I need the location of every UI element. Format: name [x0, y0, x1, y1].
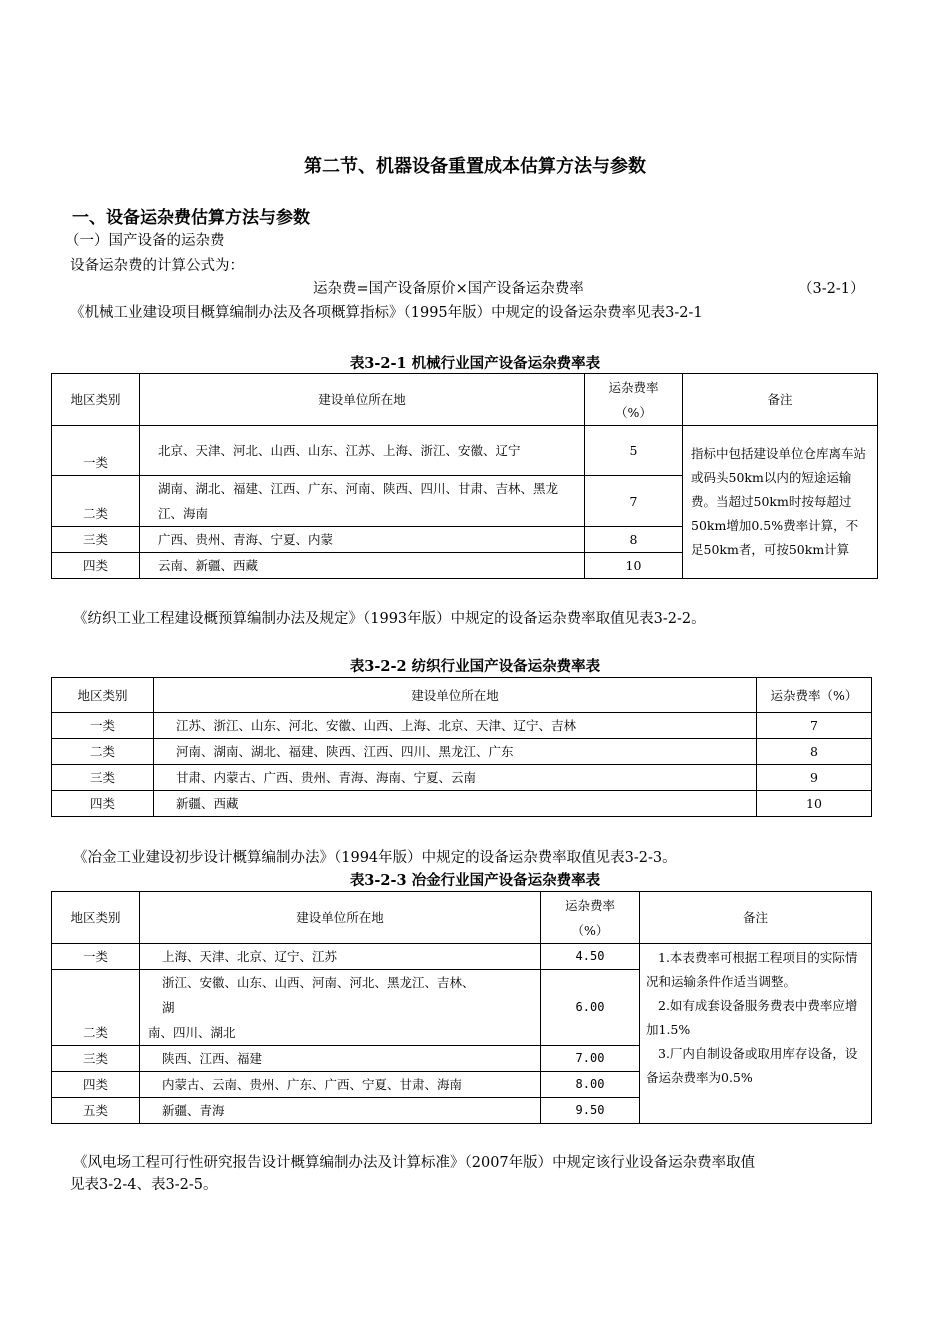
table3: [51, 891, 872, 1124]
reference-paragraph-2: 《纺织工业工程建设概预算编制办法及规定》（1993年版）中规定的设备运杂费率取值见表3-2-2。: [73, 611, 706, 627]
table-row: 三类 陕西、江西、福建 7.00: [52, 1046, 872, 1072]
table1-header-note: 备注: [683, 374, 878, 426]
table1-note: 指标中包括建设单位仓库离车站或码头50km以内的短途运输费。当超过50km时按每超过50km增加0.5%费率计算，不足50km者，可按50km计算: [683, 426, 878, 579]
table-row: 四类 内蒙古、云南、贵州、广东、广西、宁夏、甘肃、海南 8.00: [52, 1072, 872, 1098]
table-row: 三类 甘肃、内蒙古、广西、贵州、青海、海南、宁夏、云南 9: [52, 765, 872, 791]
reference-paragraph-3: 《冶金工业建设初步设计概算编制办法》（1994年版）中规定的设备运杂费率取值见表3-2-3。: [73, 850, 677, 866]
table-row: 四类 新疆、西藏 10: [52, 791, 872, 817]
table2-header-location: 建设单位所在地: [154, 678, 757, 713]
table2-header-category: 地区类别: [52, 678, 154, 713]
table3-header-rate: 运杂费率 （%）: [541, 892, 640, 944]
formula-intro: 设备运杂费的计算公式为：: [70, 258, 244, 274]
page-title: 第二节、机器设备重置成本估算方法与参数: [304, 156, 646, 177]
table-row: 一类 江苏、浙江、山东、河北、安徽、山西、上海、北京、天津、辽宁、吉林 7: [52, 713, 872, 739]
section-heading: 一、设备运杂费估算方法与参数: [72, 208, 310, 228]
table-row: 二类 湖南、湖北、福建、江西、广东、河南、陕西、四川、甘肃、吉林、黑龙江、海南 7: [52, 476, 878, 527]
table1-header-location: 建设单位所在地: [140, 374, 585, 426]
table-row: 一类 上海、天津、北京、辽宁、江苏 4.50 1.本表费率可根据工程项目的实际情况和运输条件作适当调整。 2.如有成套设备服务费表中费率应增加1.5% 3.厂内自制设备或取用库存设备，设备运杂费率为0.5%: [52, 944, 872, 970]
table3-header-note: 备注: [640, 892, 872, 944]
reference-paragraph-4-cont: 见表3-2-4、表3-2-5。: [70, 1177, 218, 1193]
table-row: 一类 北京、天津、河北、山西、山东、江苏、上海、浙江、安徽、辽宁 5 指标中包括建设单位仓库离车站或码头50km以内的短途运输费。当超过50km时按每超过50km增加0.5%费率计算，不足50km者，可按50km计算: [52, 426, 878, 476]
table-row: 四类 云南、新疆、西藏 10: [52, 553, 878, 579]
table2: [51, 677, 872, 817]
table-row: 三类 广西、贵州、青海、宁夏、内蒙 8: [52, 527, 878, 553]
table-row: 二类 河南、湖南、湖北、福建、陕西、江西、四川、黑龙江、广东 8: [52, 739, 872, 765]
subsection-heading: （一）国产设备的运杂费: [65, 233, 225, 249]
reference-paragraph-1: 《机械工业建设项目概算编制办法及各项概算指标》（1995年版）中规定的设备运杂费率见表3-2-1: [70, 305, 703, 321]
table2-header-rate: 运杂费率（%）: [757, 678, 872, 713]
table2-caption: 表3-2-2 纺织行业国产设备运杂费率表: [349, 658, 601, 675]
table1-header-rate: 运杂费率 （%）: [585, 374, 683, 426]
formula: 运杂费=国产设备原价×国产设备运杂费率: [313, 281, 584, 297]
table1-header-category: 地区类别: [52, 374, 140, 426]
table3-header-category: 地区类别: [52, 892, 140, 944]
table-row: 二类 浙江、安徽、山东、山西、河南、河北、黑龙江、吉林、 湖 南、四川、湖北 6.00: [52, 970, 872, 1046]
reference-paragraph-4: 《风电场工程可行性研究报告设计概算编制办法及计算标准》（2007年版）中规定该行业设备运杂费率取值: [73, 1155, 756, 1171]
table3-header-location: 建设单位所在地: [140, 892, 541, 944]
formula-number: （3-2-1）: [798, 281, 865, 297]
table-row: 五类 新疆、青海 9.50: [52, 1098, 872, 1124]
table3-caption: 表3-2-3 冶金行业国产设备运杂费率表: [349, 872, 601, 889]
table1: [51, 373, 878, 579]
table1-caption: 表3-2-1 机械行业国产设备运杂费率表: [349, 355, 601, 372]
table3-note: 1.本表费率可根据工程项目的实际情况和运输条件作适当调整。 2.如有成套设备服务费表中费率应增加1.5% 3.厂内自制设备或取用库存设备，设备运杂费率为0.5%: [640, 944, 872, 1124]
